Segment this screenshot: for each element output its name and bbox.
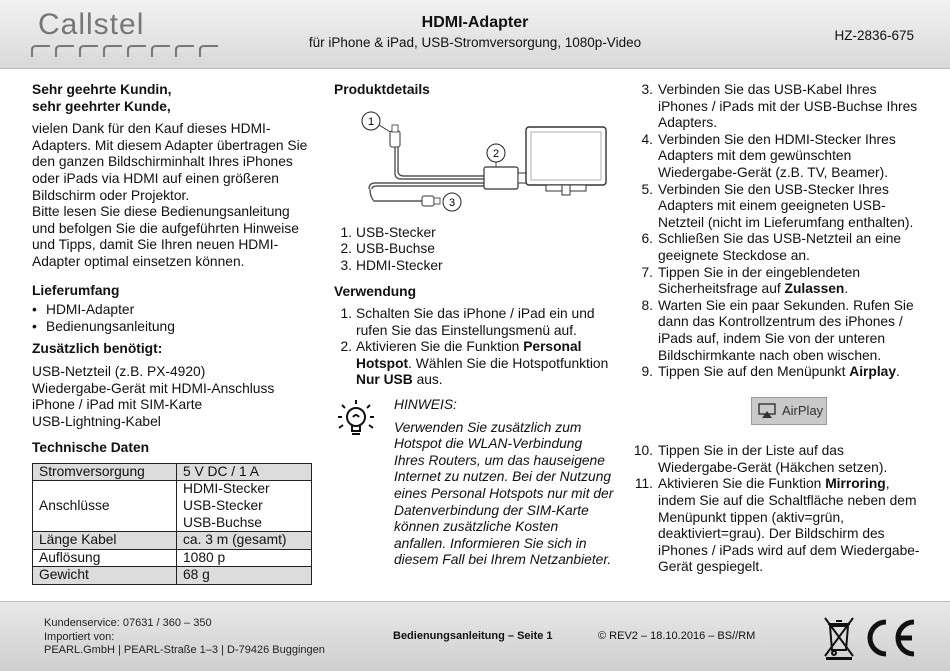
tech-key: Länge Kabel bbox=[33, 532, 177, 550]
usage-steps bbox=[334, 306, 614, 389]
step-item: 10. Tippen Sie in der Liste auf das Wiedergabe-Gerät (Häkchen setzen). bbox=[633, 443, 888, 475]
port-item: USB-Buchse bbox=[183, 514, 262, 530]
airplay-button-illustration bbox=[751, 397, 827, 425]
tech-value: 5 V DC / 1 A bbox=[177, 463, 312, 481]
airplay-label: AirPlay bbox=[782, 402, 824, 418]
tech-key: Stromversorgung bbox=[33, 463, 177, 481]
step-item: 6. Schließen Sie das USB-Netzteil an eine geeignete Steckdose an. bbox=[641, 231, 902, 263]
page-header bbox=[0, 0, 950, 69]
column-details bbox=[334, 82, 614, 569]
hint-title: HINWEIS: bbox=[394, 396, 457, 412]
customer-service: Kundenservice: 07631 / 360 – 350 bbox=[44, 617, 212, 629]
step-item: 4. Verbinden Sie den HDMI-Stecker Ihres Adapters mit dem gewünschten Wiedergabe-Gerät (z.B. TV, Beamer). bbox=[641, 131, 896, 180]
lightbulb-icon bbox=[334, 397, 378, 441]
usage-steps-continued bbox=[633, 82, 923, 381]
table-row bbox=[33, 549, 312, 567]
list-item: 2. USB-Buchse bbox=[340, 241, 435, 257]
callout-2: 2 bbox=[492, 147, 500, 160]
footer-contact bbox=[44, 617, 325, 658]
page-number: Bedienungsanleitung – Seite 1 bbox=[393, 630, 553, 642]
importer-address: PEARL.GmbH | PEARL-Straße 1–3 | D-79426 Buggingen bbox=[44, 644, 325, 656]
step-item: 7. Tippen Sie in der eingeblendeten Sicherheitsfrage auf Zulassen. bbox=[641, 264, 860, 297]
tech-value: 1080 p bbox=[177, 549, 312, 567]
column-intro bbox=[32, 82, 314, 585]
step-item: 1. Schalten Sie das iPhone / iPad ein und rufen Sie das Einstellungsmenü auf. bbox=[340, 305, 595, 338]
list-item: 3. HDMI-Stecker bbox=[340, 257, 443, 273]
list-item: 1. USB-Stecker bbox=[340, 224, 436, 240]
list-item: Wiedergabe-Gerät mit HDMI-Anschluss bbox=[32, 380, 275, 396]
tech-key: Anschlüsse bbox=[33, 481, 177, 532]
list-item: • HDMI-Adapter bbox=[32, 302, 314, 319]
list-item: USB-Netzteil (z.B. PX-4920) bbox=[32, 363, 206, 379]
product-diagram bbox=[334, 105, 614, 221]
tech-value: ca. 3 m (gesamt) bbox=[177, 532, 312, 550]
column-steps bbox=[633, 82, 923, 576]
tech-value: 68 g bbox=[177, 567, 312, 585]
airplay-icon bbox=[758, 403, 776, 419]
tech-table bbox=[32, 463, 312, 585]
page-footer bbox=[0, 601, 950, 671]
step-item: 11. Aktivieren Sie die Funktion Mirroring, indem Sie auf die Schaltfläche neben dem Menüpunkt tippen (aktiv=grün, deaktiviert=grau). Der Bildschirm des iPhones / iPads wird auf dem Wiedergabe-Gerät gespiegelt. bbox=[634, 476, 920, 575]
revision-note: © REV2 – 18.10.2016 – BS//RM bbox=[598, 630, 756, 642]
scope-heading: Lieferumfang bbox=[32, 282, 120, 298]
table-row bbox=[33, 532, 312, 550]
needed-heading: Zusätzlich benötigt: bbox=[32, 341, 163, 357]
greeting-line-1: Sehr geehrte Kundin, bbox=[32, 82, 172, 97]
greeting-line-2: sehr geehrter Kunde, bbox=[32, 98, 171, 114]
list-item: • Bedienungsanleitung bbox=[32, 319, 314, 336]
tech-key: Gewicht bbox=[33, 567, 177, 585]
hint-text: Verwenden Sie zusätzlich zum Hotspot die WLAN-Verbindung Ihres Routers, um das hauseigene Internet zu nutzen. Bei der Nutzung eines Personal Hotspots nur mit der Datenverbindung der SIM-Karte können zusätzliche Kosten anfallen. Informieren Sie sich in diesem Fall bei Ihrem Netzanbieter. bbox=[394, 419, 614, 568]
port-item: HDMI-Stecker bbox=[183, 481, 270, 497]
usage-steps-final bbox=[633, 443, 923, 576]
port-item: USB-Stecker bbox=[183, 498, 263, 514]
imported-by-label: Importiert von: bbox=[44, 630, 115, 643]
step-item: 2. Aktivieren Sie die Funktion Personal Hotspot. Wählen Sie die Hotspotfunktion Nur USB aus. bbox=[340, 339, 609, 388]
table-row bbox=[33, 463, 312, 481]
logo-wordmark: Callstel bbox=[38, 8, 145, 41]
step-item: 3. Verbinden Sie das USB-Kabel Ihres iPhones / iPads mit der USB-Buchse Ihres Adapters. bbox=[641, 82, 918, 131]
product-code: HZ-2836-675 bbox=[834, 28, 914, 43]
intro-paragraph-2: Bitte lesen Sie diese Bedienungsanleitung und befolgen Sie die aufgeführten Hinweise und Tipps, damit Sie Ihren neuen HDMI-Adapter optimal einsetzen können. bbox=[32, 204, 299, 269]
table-row bbox=[33, 481, 312, 532]
details-heading: Produktdetails bbox=[334, 82, 430, 97]
document-subtitle: für iPhone & iPad, USB-Stromversorgung, 1080p-Video bbox=[308, 35, 642, 50]
list-item: USB-Lightning-Kabel bbox=[32, 413, 161, 429]
usage-heading: Verwendung bbox=[334, 284, 417, 300]
tech-value bbox=[177, 481, 312, 532]
list-item: iPhone / iPad mit SIM-Karte bbox=[32, 397, 203, 413]
tech-key: Auflösung bbox=[33, 549, 177, 567]
callout-3: 3 bbox=[448, 196, 456, 209]
table-row bbox=[33, 567, 312, 585]
document-title: HDMI-Adapter bbox=[421, 14, 529, 31]
ce-mark-icon bbox=[862, 616, 920, 660]
weee-bin-icon bbox=[822, 614, 856, 660]
step-item: 8. Warten Sie ein paar Sekunden. Rufen Sie dann das Kontrollzentrum des iPhones / iPads auf, indem Sie von der unteren Bildschirmkante nach oben wischen. bbox=[641, 297, 914, 363]
step-item: 5. Verbinden Sie den USB-Stecker Ihres Adapters mit einem geeigneten USB-Netzteil (nicht im Lieferumfang enthalten). bbox=[641, 181, 914, 230]
needed-list bbox=[32, 364, 314, 430]
tech-heading: Technische Daten bbox=[32, 440, 150, 456]
parts-list bbox=[334, 225, 614, 275]
callout-1: 1 bbox=[367, 115, 375, 128]
step-item: 9. Tippen Sie auf den Menüpunkt Airplay. bbox=[641, 364, 900, 380]
intro-paragraph: vielen Dank für den Kauf dieses HDMI-Adapters. Mit diesem Adapter übertragen Sie den ganzen Bildschirminhalt Ihres iPhones oder iPads via HDMI auf einen größeren Bildschirm oder Projektor. bbox=[32, 121, 308, 203]
hint-box bbox=[334, 397, 614, 569]
scope-list bbox=[32, 302, 314, 335]
